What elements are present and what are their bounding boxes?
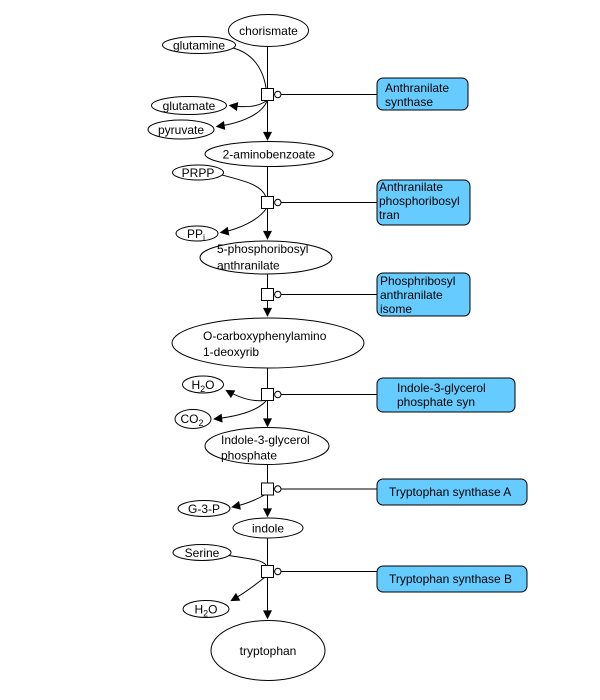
edge-reaction6-to-h2o	[232, 578, 265, 601]
metabolite-indole-glycerol-phosphate[interactable]	[205, 428, 329, 465]
enzyme-indole-3-glycerol-phosphate-syn[interactable]	[377, 378, 515, 412]
metabolite-carboxyphenylamino-label-line2: 1-deoxyrib	[203, 345, 260, 359]
metabolite-pyruvate-label: pyruvate	[157, 123, 205, 137]
edge-serine-to-reaction6	[229, 556, 266, 566]
metabolite-aminobenzoate[interactable]	[205, 142, 333, 167]
enzyme-tryptophan-synthase-a-label: Tryptophan synthase A	[389, 485, 512, 499]
metabolite-phosphoribosyl-anthranilate[interactable]	[200, 241, 332, 274]
enzyme-anthranilate-synthase[interactable]	[377, 78, 468, 110]
ppi-main-text: PP	[186, 227, 204, 241]
h2o-2-o: O	[208, 602, 218, 617]
enzyme-tryptophan-synthase-b-label: Tryptophan synthase B	[389, 572, 512, 586]
reaction-node-3[interactable]	[262, 289, 281, 301]
metabolite-pyruvate[interactable]	[148, 120, 214, 139]
reaction-node-4-square[interactable]	[262, 389, 274, 401]
enzyme-anthranilate-phosphoribosyl-tran-label-line1: Anthranilate	[379, 180, 444, 194]
reaction-node-5-square[interactable]	[262, 483, 274, 495]
enzyme-anthranilate-phosphoribosyl-tran-label-line2: phosphoribosyl	[379, 194, 460, 208]
metabolite-h2o-1[interactable]	[183, 376, 224, 394]
enzyme-tryptophan-synthase-a[interactable]	[377, 479, 527, 505]
metabolite-h2o-2[interactable]	[183, 601, 229, 619]
reaction-node-5-port[interactable]	[275, 486, 281, 492]
metabolite-carboxyphenylamino-deoxyrib[interactable]	[172, 318, 364, 368]
h2o-2-h: H	[194, 602, 204, 617]
metabolite-ppi[interactable]	[176, 226, 218, 243]
enzyme-phosphribosyl-anthranilate-isome[interactable]	[377, 273, 470, 316]
edge-reaction1-to-glutamate	[230, 101, 266, 107]
metabolite-carboxyphenylamino-label-line1: O-carboxyphenylamino	[203, 329, 327, 343]
metabolite-chorismate-label: chorismate	[239, 24, 298, 38]
reaction-node-1-port[interactable]	[275, 91, 281, 97]
reaction-node-2-port[interactable]	[275, 199, 281, 205]
metabolite-indole-glycerol-phosphate-label-line1: Indole-3-glycerol	[221, 433, 310, 447]
enzyme-anthranilate-phosphoribosyl-tran-label-line3: tran	[379, 208, 400, 222]
metabolite-carboxyphenylamino-deoxyrib-shape[interactable]	[172, 318, 364, 368]
edge-glutamine-to-reaction1	[233, 48, 266, 88]
metabolite-tryptophan-label: tryptophan	[239, 644, 297, 658]
metabolite-prpp[interactable]	[173, 165, 224, 180]
metabolite-aminobenzoate-label: 2-aminobenzoate	[222, 147, 316, 162]
edge-reaction4-to-co2	[215, 401, 267, 419]
reaction-node-6[interactable]	[262, 566, 281, 578]
metabolite-ppi-label	[187, 227, 205, 243]
h2o-2-subscript: 2	[203, 608, 209, 619]
enzyme-indole-3-glycerol-phosphate-syn-label-line2: phosphate syn	[397, 395, 476, 409]
metabolite-glutamine-label: glutamine	[172, 38, 226, 53]
enzyme-phosphribosyl-anthranilate-isome-label-line1: Phosphribosyl	[380, 274, 456, 288]
reaction-node-6-port[interactable]	[275, 568, 281, 574]
metabolite-g3p[interactable]	[178, 501, 230, 517]
metabolite-phosphoribosyl-anthranilate-label-line2: anthranilate	[217, 258, 280, 273]
metabolite-co2[interactable]	[175, 410, 211, 429]
reaction-node-2[interactable]	[262, 197, 281, 209]
metabolite-chorismate[interactable]	[229, 15, 309, 47]
enzyme-phosphribosyl-anthranilate-isome-label-line2: anthranilate	[380, 288, 443, 302]
metabolite-tryptophan[interactable]	[211, 621, 325, 681]
reaction-node-6-square[interactable]	[262, 566, 274, 578]
co2-subscript: 2	[198, 418, 204, 428]
metabolite-glutamine[interactable]	[163, 37, 236, 54]
edge-reaction4-to-h2o	[227, 391, 265, 401]
metabolite-serine-label: Serine	[184, 546, 220, 560]
metabolite-prpp-label: PRPP	[181, 166, 215, 180]
h2o-1-h: H	[191, 378, 201, 392]
co2-main-text: CO	[180, 412, 199, 426]
reaction-node-1[interactable]	[262, 89, 281, 101]
enzyme-indole-3-glycerol-phosphate-syn-label-line1: Indole-3-glycerol	[397, 381, 486, 395]
metabolite-g3p-label: G-3-P	[187, 502, 221, 516]
metabolite-indole[interactable]	[233, 518, 303, 538]
reaction-node-3-square[interactable]	[262, 289, 274, 301]
enzyme-phosphribosyl-anthranilate-isome-label-line3: isome	[380, 302, 413, 316]
reaction-node-2-square[interactable]	[262, 197, 274, 209]
edge-reaction2-to-ppi	[221, 209, 266, 233]
metabolite-glutamate[interactable]	[152, 97, 227, 115]
reaction-node-4[interactable]	[262, 389, 281, 401]
reaction-node-5[interactable]	[262, 483, 281, 495]
reaction-node-1-square[interactable]	[262, 89, 274, 101]
h2o-1-subscript: 2	[200, 384, 206, 394]
enzyme-anthranilate-phosphoribosyl-tran[interactable]	[377, 180, 470, 225]
metabolite-indole-label: indole	[251, 521, 285, 536]
edge-reaction5-to-g3p	[233, 495, 265, 507]
metabolite-serine[interactable]	[173, 545, 231, 561]
enzyme-anthranilate-synthase-label-line1: Anthranilate	[385, 81, 450, 95]
enzyme-tryptophan-synthase-b[interactable]	[377, 566, 527, 592]
enzyme-anthranilate-synthase-label-line2: synthase	[385, 95, 434, 109]
h2o-1-o: O	[205, 378, 215, 392]
ppi-subscript: i	[203, 232, 206, 243]
edge-prpp-to-reaction2	[222, 175, 266, 196]
metabolite-glutamate-label: glutamate	[162, 99, 216, 113]
metabolite-phosphoribosyl-anthranilate-label-line1: 5-phosphoribosyl	[217, 242, 309, 256]
reaction-node-4-port[interactable]	[275, 391, 281, 397]
metabolite-indole-glycerol-phosphate-label-line2: phosphate	[221, 448, 278, 463]
reaction-node-3-port[interactable]	[275, 291, 281, 297]
